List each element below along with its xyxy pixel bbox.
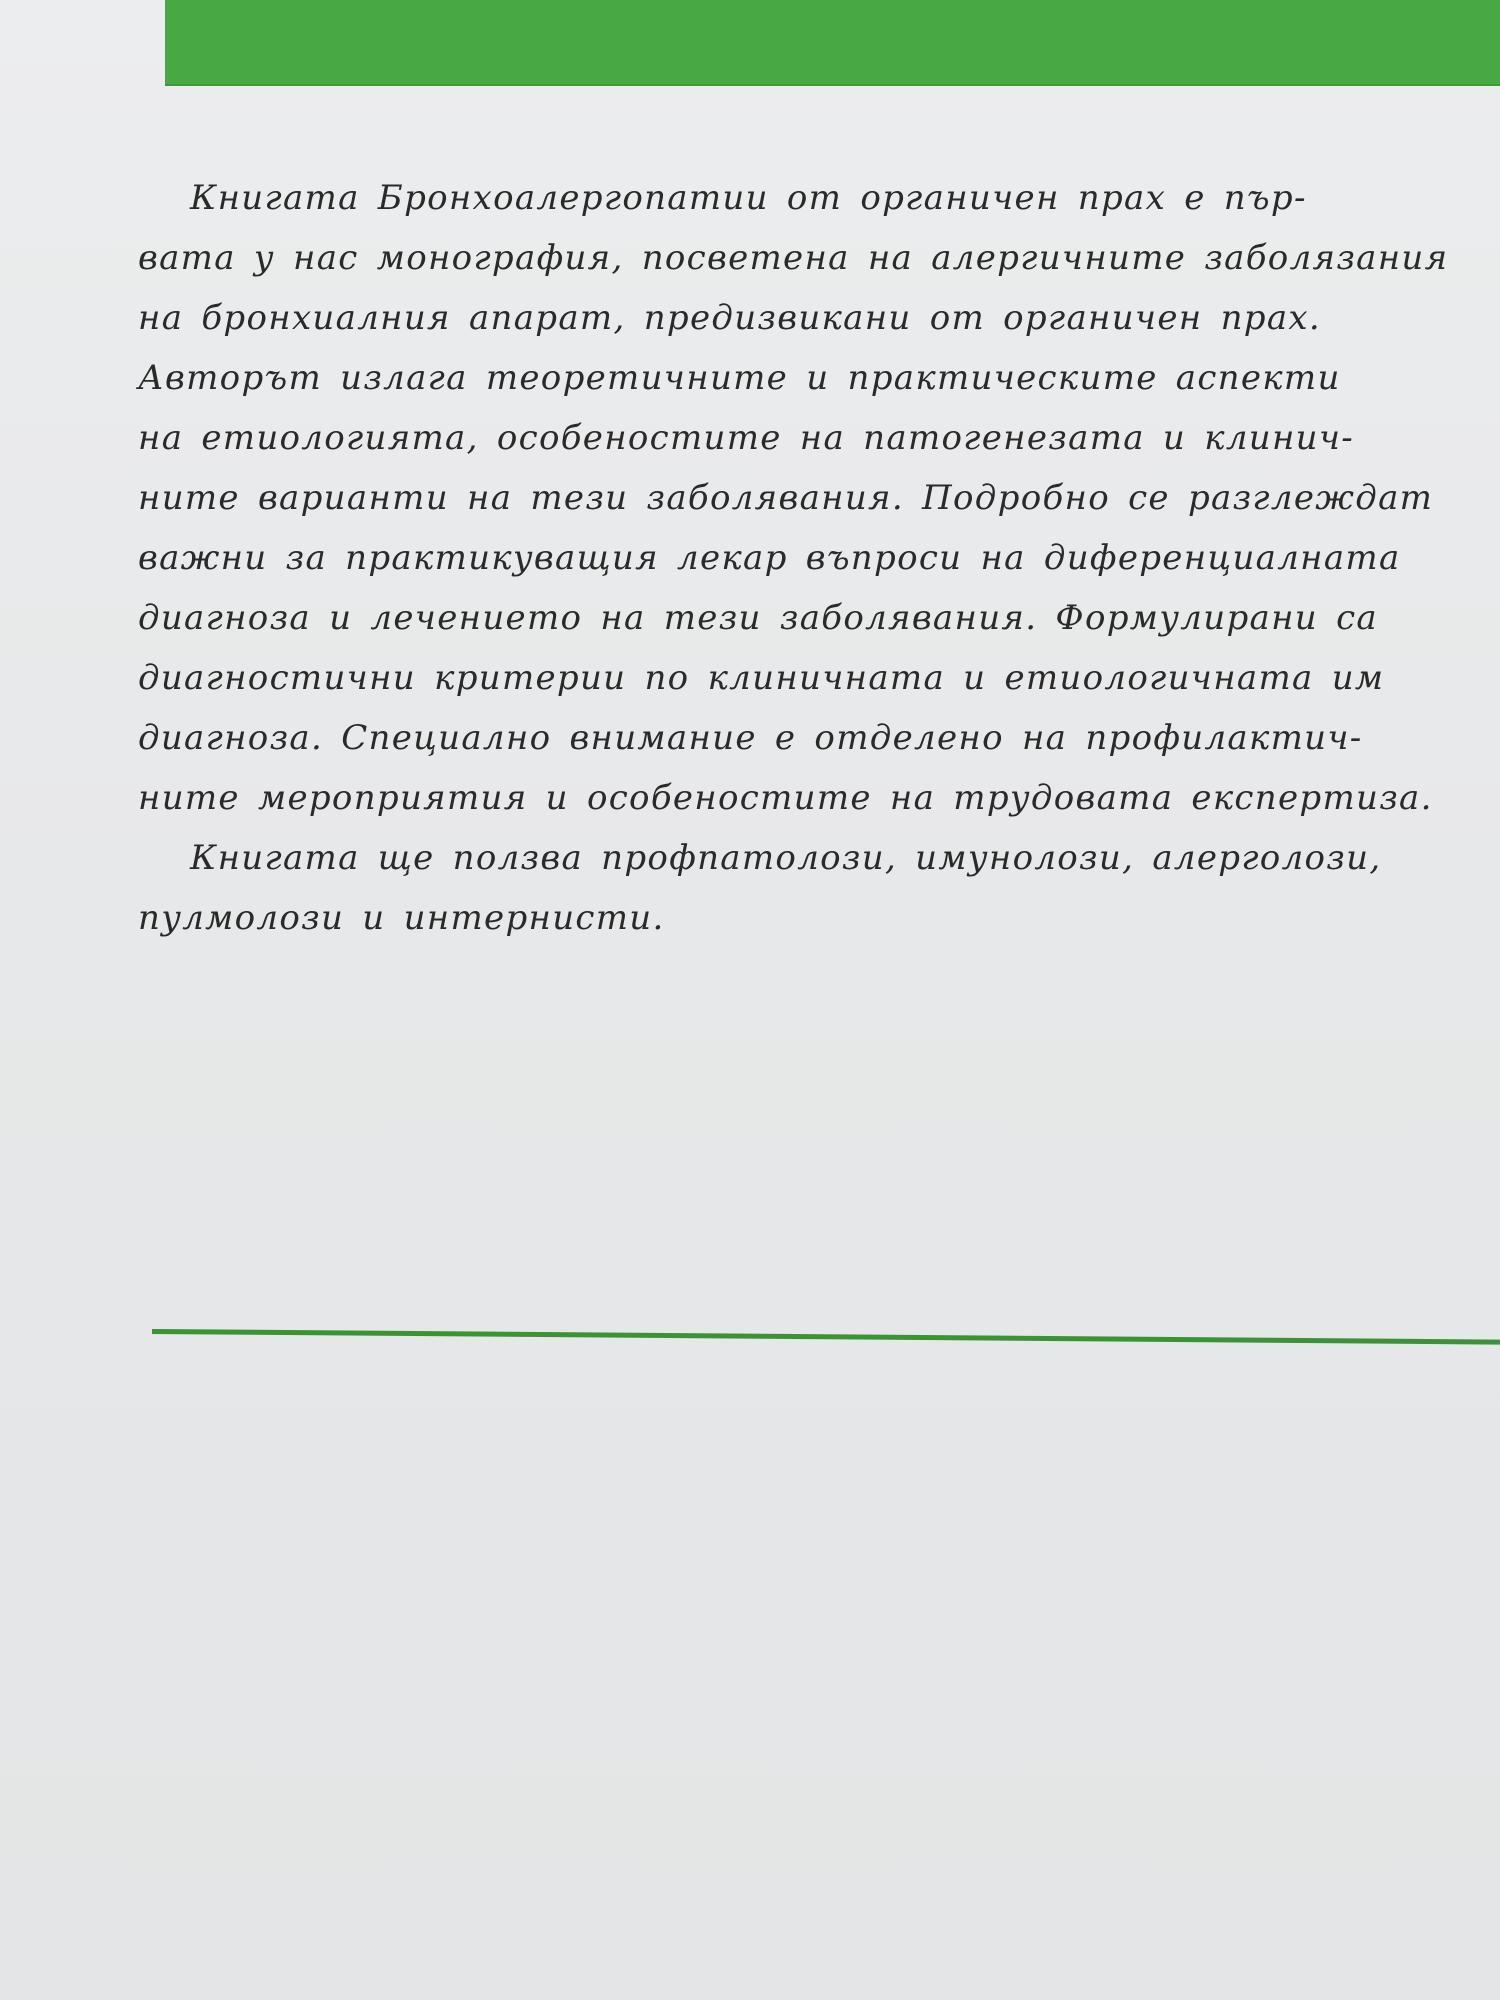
green-divider-line [152,1329,1500,1345]
green-top-band [165,0,1500,86]
description-line: ните мероприятия и особеностите на трудовата експертиза. [138,778,1433,818]
book-description [138,168,1449,948]
description-line: диагностични критерии по клиничната и етиологичната им [138,658,1385,698]
description-line: вата у нас монография, посветена на алергичните заболязания [138,238,1449,278]
description-line: на бронхиалния апарат, предизвикани от органичен прах. [138,298,1322,338]
description-line: диагноза и лечението на тези заболявания. Формулирани са [138,598,1378,638]
description-line: ните варианти на тези заболявания. Подробно се разглеждат [138,478,1434,518]
description-line: на етиологията, особеностите на патогенезата и клинич- [138,418,1355,458]
description-line: Книгата ще ползва профпатолози, имунолози, алерголози, [190,838,1382,878]
description-line: Книгата Бронхоалергопатии от органичен прах е пър- [190,178,1307,218]
description-line: пулмолози и интернисти. [138,898,665,938]
description-line: Авторът излага теоретичните и практическите аспекти [138,358,1341,398]
description-line: диагноза. Специално внимание е отделено на профилактич- [138,718,1363,758]
description-line: важни за практикуващия лекар въпроси на диференциалната [138,538,1401,578]
